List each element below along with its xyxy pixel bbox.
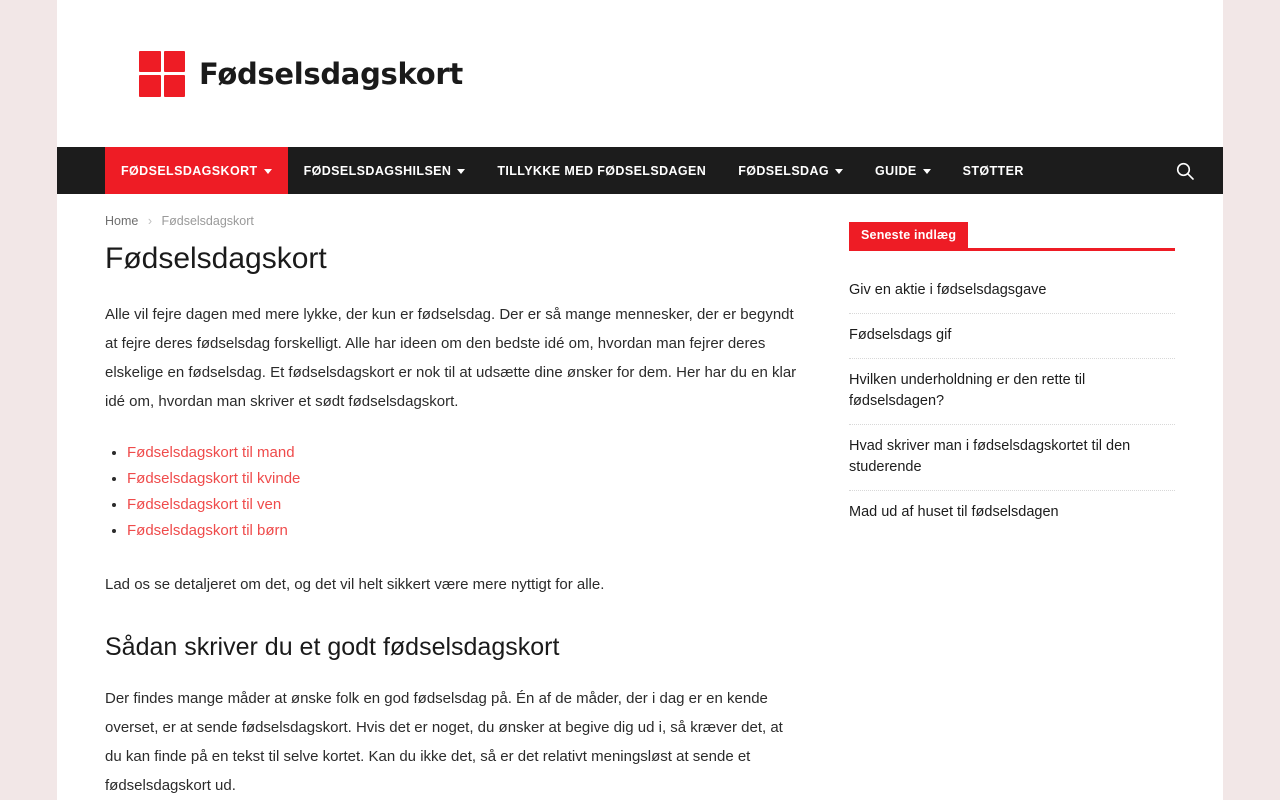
list-item [849,425,1175,491]
list-item [127,518,803,544]
page-container [57,0,1223,800]
list-item [127,466,803,492]
site-logo[interactable] [139,51,463,97]
widget-title: Seneste indlæg [849,222,968,248]
nav-item-label: TILLYKKE MED FØDSELSDAGEN [497,163,707,178]
widget-header [849,222,1175,251]
breadcrumb-separator: › [147,214,152,228]
nav-item-label: STØTTER [962,163,1024,178]
search-icon [1175,161,1195,181]
nav-item-tillykke-med-fodselsdagen[interactable] [481,147,722,194]
nav-item-label: GUIDE [875,163,917,178]
recent-post-link-5[interactable]: Mad ud af huset til fødselsdagen [849,504,1059,520]
four-squares-logo-icon [139,51,185,97]
list-item [849,359,1175,425]
intro-paragraph: Alle vil fejre dagen med mere lykke, der kun er fødselsdag. Der er så mange mennesker, der er begyndt at fejre deres fødselsdag forskelligt. Alle har ideen om den bedste idé om, hvordan man fejrer deres elskelige en fødselsdag. Et fødselsdagskort er nok til at udsætte dine ønsker for dem. Her har du en klar idé om, hvordan man skriver et sødt fødselsdagskort. [105,306,797,410]
recent-post-link-1[interactable]: Giv en aktie i fødselsdagsgave [849,282,1047,298]
sidebar [849,194,1175,800]
breadcrumb [105,210,803,228]
chevron-down-icon [923,169,931,174]
chevron-down-icon [835,169,843,174]
recent-post-link-4[interactable]: Hvad skriver man i fødselsdagskortet til den studerende [849,438,1131,475]
nav-item-fodselsdag[interactable] [722,147,859,194]
list-item [127,492,803,518]
main-navigation [57,147,1223,194]
recent-posts-list [849,269,1175,535]
site-logo-text: Fødselsdagskort [199,56,463,91]
nav-item-fodselsdagskort[interactable] [105,147,288,194]
list-item [849,491,1175,535]
list-item [849,269,1175,314]
after-links-paragraph: Lad os se detaljeret om det, og det vil helt sikkert være mere nyttigt for alle. [105,576,605,593]
link-fodselsdagskort-til-born[interactable]: Fødselsdagskort til børn [127,522,288,539]
site-header [57,0,1223,147]
content-area [57,194,1223,800]
nav-item-label: FØDSELSDAGSKORT [121,163,258,178]
link-fodselsdagskort-til-ven[interactable]: Fødselsdagskort til ven [127,496,282,513]
chevron-down-icon [457,169,465,174]
page-title: Fødselsdagskort [105,242,327,275]
link-fodselsdagskort-til-kvinde[interactable]: Fødselsdagskort til kvinde [127,470,301,487]
search-button[interactable] [1175,147,1223,194]
nav-item-fodselsdagshilsen[interactable] [288,147,482,194]
nav-item-guide[interactable] [859,147,947,194]
nav-item-label: FØDSELSDAGSHILSEN [303,163,452,178]
list-item [127,440,803,466]
nav-item-label: FØDSELSDAG [738,163,830,178]
recent-post-link-3[interactable]: Hvilken underholdning er den rette til fødselsdagen? [849,372,1086,409]
main-column [105,194,849,800]
chevron-down-icon [264,169,272,174]
list-item [849,314,1175,359]
breadcrumb-home-link[interactable]: Home [105,214,139,228]
nav-item-stotter[interactable] [947,147,1040,194]
section-paragraph: Der findes mange måder at ønske folk en god fødselsdag på. Én af de måder, der i dag er en kende overset, er at sende fødselsdagskort. Hvis det er noget, du ønsker at begive dig ud i, så kræver det, at du kan finde på en tekst til selve kortet. Kan du ikke det, så er det relativt meningsløst at sende et fødselsdagskort ud. [105,690,783,794]
section-heading: Sådan skriver du et godt fødselsdagskort [105,633,560,661]
recent-post-link-2[interactable]: Fødselsdags gif [849,327,952,343]
breadcrumb-current: Fødselsdagskort [161,214,254,228]
related-links-list [105,440,803,544]
link-fodselsdagskort-til-mand[interactable]: Fødselsdagskort til mand [127,444,295,461]
